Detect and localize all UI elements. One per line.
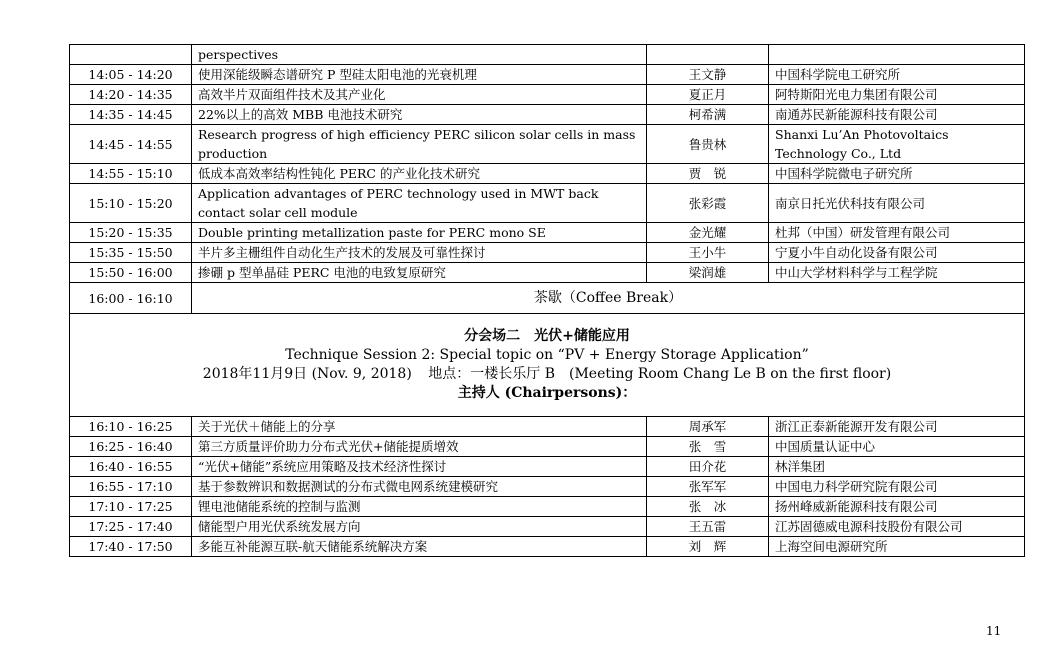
title-cell: 掺硼 p 型单晶硅 PERC 电池的电致复原研究 [192,263,647,283]
title-cell: 第三方质量评价助力分布式光伏+储能提质增效 [192,437,647,457]
session2-header-row [70,314,1025,417]
time-cell: 15:10 - 15:20 [70,184,192,223]
speaker-cell [647,45,769,65]
table-row [70,184,1025,223]
org-cell: 上海空间电源研究所 [769,537,1025,557]
speaker-cell: 鲁贵林 [647,125,769,164]
table-row [70,477,1025,497]
org-cell: 阿特斯阳光电力集团有限公司 [769,85,1025,105]
table-row [70,263,1025,283]
org-cell: 中山大学材料科学与工程学院 [769,263,1025,283]
title-cell: Research progress of high efficiency PERC silicon solar cells in mass production [192,125,647,164]
coffee-break-time: 16:00 - 16:10 [70,283,192,314]
speaker-cell: 夏正月 [647,85,769,105]
title-cell: Application advantages of PERC technology used in MWT back contact solar cell module [192,184,647,223]
table-row [70,105,1025,125]
time-cell: 14:05 - 14:20 [70,65,192,85]
title-cell: “光伏+储能”系统应用策略及技术经济性探讨 [192,457,647,477]
time-cell: 16:40 - 16:55 [70,457,192,477]
time-cell: 16:55 - 17:10 [70,477,192,497]
table-row [70,45,1025,65]
table-row [70,497,1025,517]
table-row [70,164,1025,184]
title-cell: 储能型户用光伏系统发展方向 [192,517,647,537]
org-cell: 南通苏民新能源科技有限公司 [769,105,1025,125]
time-cell: 14:45 - 14:55 [70,125,192,164]
speaker-cell: 田介花 [647,457,769,477]
table-row [70,417,1025,437]
time-cell [70,45,192,65]
title-cell: perspectives [192,45,647,65]
title-cell: 低成本高效率结构性钝化 PERC 的产业化技术研究 [192,164,647,184]
speaker-cell: 金光耀 [647,223,769,243]
speaker-cell: 王五雷 [647,517,769,537]
org-cell: 宁夏小牛自动化设备有限公司 [769,243,1025,263]
table-row [70,457,1025,477]
table-row [70,437,1025,457]
title-cell: 半片多主栅组件自动化生产技术的发展及可靠性探讨 [192,243,647,263]
table-row [70,537,1025,557]
table-row [70,517,1025,537]
time-cell: 14:35 - 14:45 [70,105,192,125]
time-cell: 14:20 - 14:35 [70,85,192,105]
speaker-cell: 王小牛 [647,243,769,263]
time-cell: 17:25 - 17:40 [70,517,192,537]
table-row [70,125,1025,164]
coffee-break-row [70,283,1025,314]
time-cell: 17:10 - 17:25 [70,497,192,517]
session2-title-cn: 分会场二 光伏+储能应用 [464,328,630,344]
title-cell: 高效半片双面组件技术及其产业化 [192,85,647,105]
session2-rows [70,417,1025,557]
session2-title-en: Technique Session 2: Special topic on “PV + Energy Storage Application” [285,347,809,363]
org-cell: 浙江正泰新能源开发有限公司 [769,417,1025,437]
table-row [70,243,1025,263]
speaker-cell: 张 雪 [647,437,769,457]
speaker-cell: 梁润雄 [647,263,769,283]
table-row [70,223,1025,243]
org-cell: 扬州峰威新能源科技有限公司 [769,497,1025,517]
speaker-cell: 柯希满 [647,105,769,125]
org-cell: 杜邦（中国）研发管理有限公司 [769,223,1025,243]
time-cell: 14:55 - 15:10 [70,164,192,184]
org-cell: 南京日托光伏科技有限公司 [769,184,1025,223]
title-cell: 基于参数辨识和数据测试的分布式微电网系统建模研究 [192,477,647,497]
session2-chair: 主持人 (Chairpersons)： [457,385,637,401]
org-cell [769,45,1025,65]
org-cell: 江苏固德威电源科技股份有限公司 [769,517,1025,537]
org-cell: 中国科学院电工研究所 [769,65,1025,85]
title-cell: 锂电池储能系统的控制与监测 [192,497,647,517]
speaker-cell: 贾 锐 [647,164,769,184]
title-cell: 多能互补能源互联-航天储能系统解决方案 [192,537,647,557]
session2-location: 地点：一楼长乐厅 B (Meeting Room Chang Le B on the first floor) [428,366,892,382]
org-cell: 中国质量认证中心 [769,437,1025,457]
speaker-cell: 刘 辉 [647,537,769,557]
session2-header [70,314,1025,417]
speaker-cell: 王文静 [647,65,769,85]
speaker-cell: 周承军 [647,417,769,437]
schedule-table [69,44,1025,557]
table-row [70,65,1025,85]
org-cell: 林洋集团 [769,457,1025,477]
org-cell: Shanxi Lu’An Photovoltaics Technology Co., Ltd [769,125,1025,164]
time-cell: 15:35 - 15:50 [70,243,192,263]
session1-rows [70,45,1025,283]
time-cell: 15:50 - 16:00 [70,263,192,283]
title-cell: Double printing metallization paste for PERC mono SE [192,223,647,243]
title-cell: 使用深能级瞬态谱研究 P 型硅太阳电池的光衰机理 [192,65,647,85]
session2-meta [76,365,1018,384]
time-cell: 16:25 - 16:40 [70,437,192,457]
org-cell: 中国科学院微电子研究所 [769,164,1025,184]
speaker-cell: 张 冰 [647,497,769,517]
speaker-cell: 张军军 [647,477,769,497]
table-row [70,85,1025,105]
time-cell: 15:20 - 15:35 [70,223,192,243]
session2-date: 2018年11月9日 (Nov. 9, 2018) [202,366,412,382]
speaker-cell: 张彩霞 [647,184,769,223]
org-cell: 中国电力科学研究院有限公司 [769,477,1025,497]
time-cell: 17:40 - 17:50 [70,537,192,557]
page-number: 11 [986,624,1002,638]
time-cell: 16:10 - 16:25 [70,417,192,437]
title-cell: 关于光伏＋储能上的分享 [192,417,647,437]
coffee-break-label: 茶歇（Coffee Break） [192,283,1025,314]
title-cell: 22%以上的高效 MBB 电池技术研究 [192,105,647,125]
